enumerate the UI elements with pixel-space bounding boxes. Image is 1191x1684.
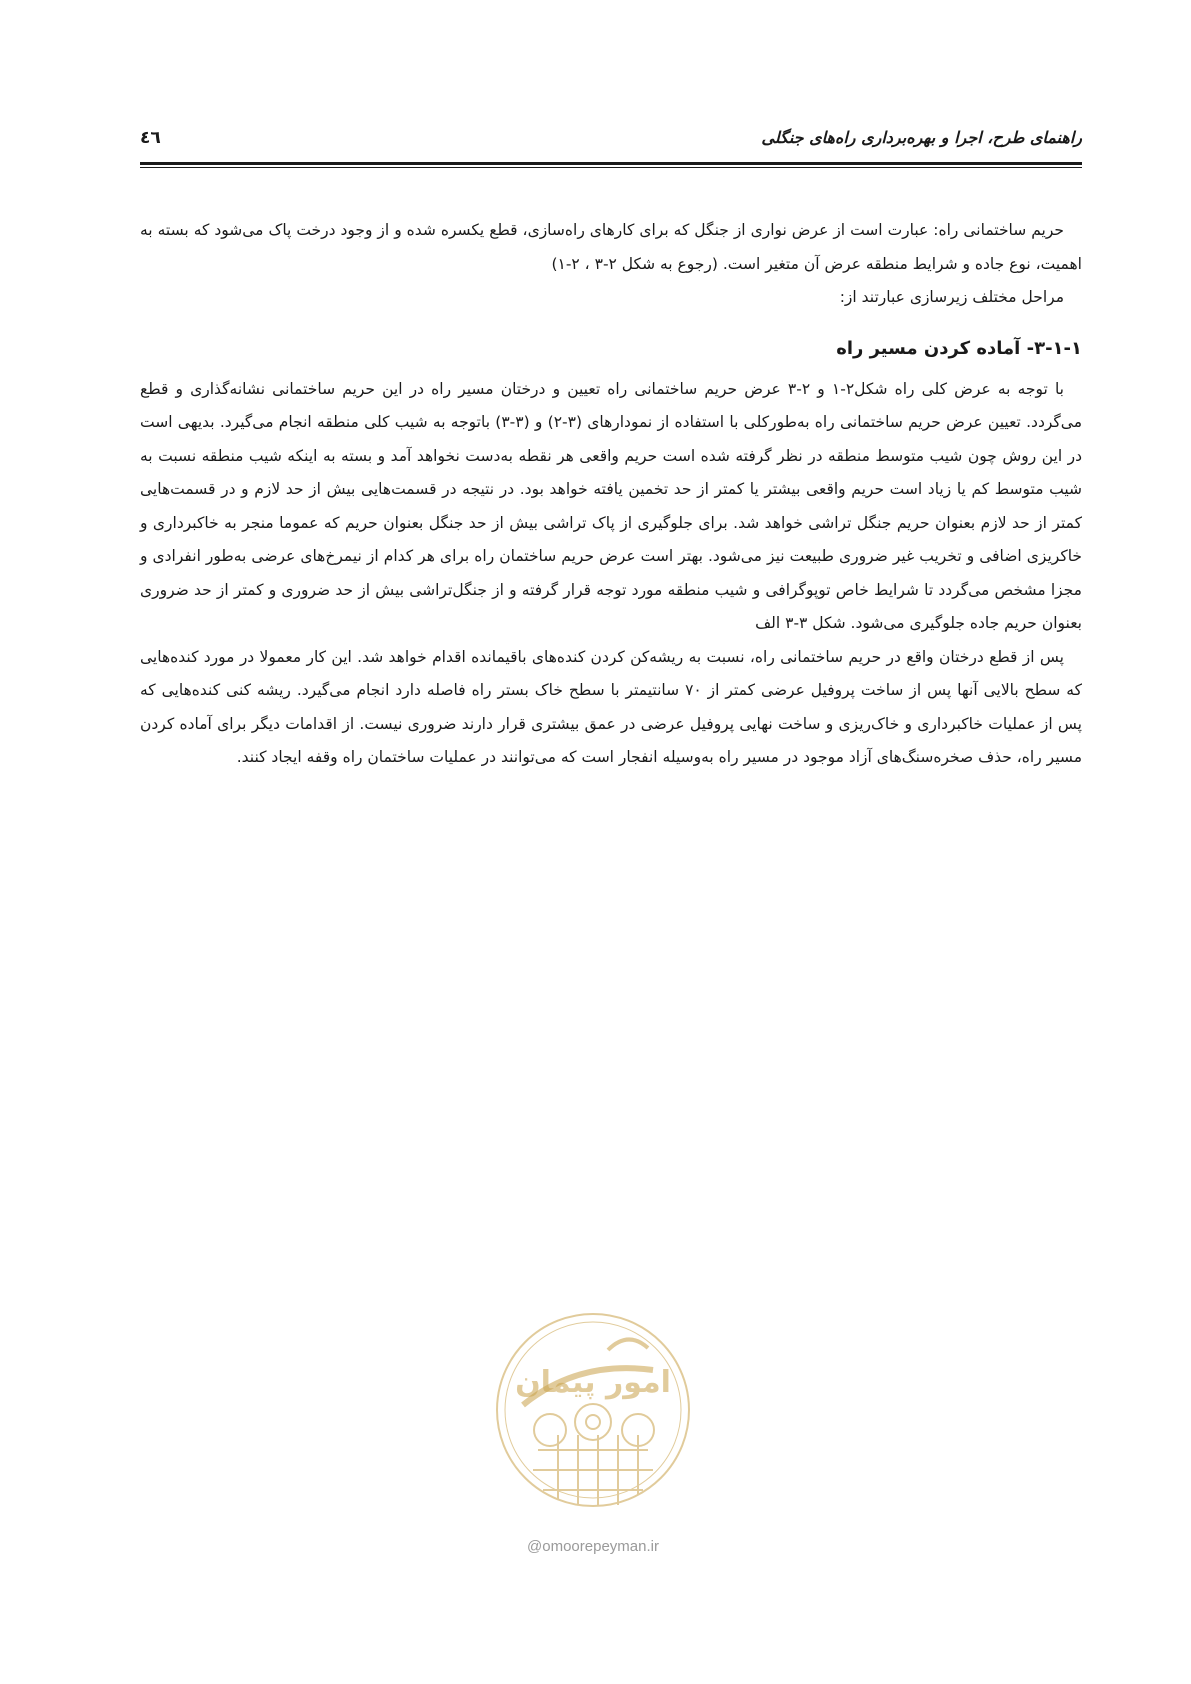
page-header [140, 122, 1082, 162]
body-paragraph-1: با توجه به عرض کلی راه شکل۲-۱ و ۲-۳ عرض حریم ساختمانی راه تعیین و درختان مسیر راه در این حریم ساختمانی نشانه‌گذاری و قطع می‌گردد. تعیین عرض حریم ساختمانی راه به‌طورکلی با استفاده از نمودارهای (۳-۲) و (۳-۳) باتوجه به شیب کلی منطقه انجام می‌گیرد. بدیهی است در این روش چون شیب متوسط منطقه در نظر گرفته شده است حریم واقعی هر نقطه به‌دست نخواهد آمد و بسته به اینکه شیب منطقه نسبت به شیب متوسط کم یا زیاد است حریم واقعی بیشتر یا کمتر از حد تخمین یافته خواهد بود. در نتیجه در قسمت‌هایی بیش از حد لازم و در قسمت‌هایی کمتر از حد لازم بعنوان حریم جنگل تراشی خواهد شد. برای جلوگیری از پاک تراشی بیش از حد جنگل بعنوان حریم که عموما منجر به خاکبرداری و خاکریزی اضافی و تخریب غیر ضروری طبیعت نیز می‌شود. بهتر است عرض حریم ساختمان راه برای هر کدام از نیمرخ‌های عرضی به‌طور انفرادی و مجزا مشخص می‌گردد تا شرایط خاص توپوگرافی و شیب منطقه مورد توجه قرار گرفته و از جنگل‌تراشی بیش از حد ضروری و کمتر از حد ضروری بعنوان حریم جاده جلوگیری می‌شود. شکل ۳-۳ الف [140, 379, 1083, 632]
section-heading: ۳-۱-۱- آماده کردن مسیر راه [836, 337, 1082, 359]
watermark-logo [488, 1300, 698, 1570]
header-rule-thick [140, 162, 1082, 165]
body-paragraph-2: پس از قطع درختان واقع در حریم ساختمانی راه، نسبت به ریشه‌کن کردن کنده‌های باقیمانده اقدام خواهد شد. این کار معمولا در مورد کنده‌هایی که سطح بالایی آنها پس از ساخت پروفیل عرضی کمتر از ۷۰ سانتیمتر با سطح خاک بستر راه فاصله دارد انجام می‌گیرد. ریشه کنی کنده‌هایی که پس از عملیات خاکبرداری و خاک‌ریزی و ساخت نهایی پروفیل عرضی در عمق بیشتری قرار دارند ضروری نیست. از اقدامات دیگر برای آماده کردن مسیر راه، حذف صخره‌سنگ‌های آزاد موجود در مسیر راه به‌وسیله انفجار است که می‌توانند در عملیات ساختمان راه وقفه ایجاد کنند. [140, 647, 1082, 766]
watermark-url: @omoorepeyman.ir [527, 1538, 659, 1555]
book-title: راهنمای طرح، اجرا و بهره‌برداری راه‌های جنگلی [761, 128, 1082, 147]
page-number: ٤٦ [140, 128, 161, 148]
watermark-seal-icon [488, 1300, 698, 1530]
stages-intro: مراحل مختلف زیرسازی عبارتند از: [839, 288, 1064, 306]
page-body [140, 214, 1082, 775]
definition-paragraph: حریم ساختمانی راه: عبارت است از عرض نواری از جنگل که برای کارهای راه‌سازی، قطع یکسره شده و از وجود درخت پاک می‌شود که بسته به اهمیت، نوع جاده و شرایط منطقه عرض آن متغیر است. (رجوع به شکل ۲-۳ ، ۲-۱) [140, 221, 1082, 273]
watermark-logo-text: امور پیمان [515, 1365, 671, 1400]
header-rule-thin [140, 167, 1082, 168]
